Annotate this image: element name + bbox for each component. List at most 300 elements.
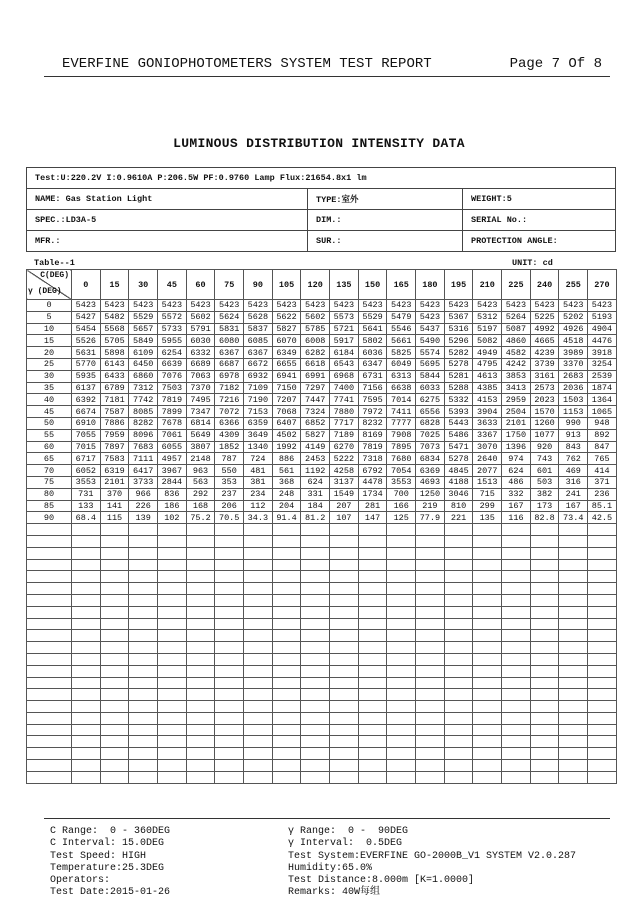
- empty-cell: [559, 606, 588, 618]
- intensity-cell: 6789: [100, 382, 129, 394]
- intensity-cell: 139: [129, 512, 158, 524]
- intensity-cell: 6672: [244, 358, 273, 370]
- empty-cell: [416, 583, 445, 595]
- empty-cell: [301, 760, 330, 772]
- intensity-cell: 7495: [186, 394, 215, 406]
- intensity-cell: 5423: [416, 311, 445, 323]
- c-angle-header: 240: [530, 270, 559, 300]
- gamma-angle-cell: 90: [27, 512, 72, 524]
- empty-cell: [129, 583, 158, 595]
- empty-cell: [301, 712, 330, 724]
- intensity-cell: 207: [330, 500, 359, 512]
- empty-cell: [301, 701, 330, 713]
- intensity-cell: 6109: [129, 347, 158, 359]
- empty-cell: [502, 665, 531, 677]
- empty-cell: [559, 618, 588, 630]
- empty-cell: [158, 606, 187, 618]
- empty-cell: [588, 594, 617, 606]
- empty-cell: [129, 524, 158, 536]
- intensity-cell: 2023: [530, 394, 559, 406]
- intensity-cell: 7190: [244, 394, 273, 406]
- intensity-cell: 6270: [330, 441, 359, 453]
- empty-cell: [502, 583, 531, 595]
- footer-line-text: Test System:EVERFINE GO-2000B_V1 SYSTEM V2.0.287: [288, 850, 577, 862]
- empty-cell: [559, 583, 588, 595]
- intensity-cell: 116: [502, 512, 531, 524]
- empty-cell: [473, 748, 502, 760]
- intensity-cell: 5602: [186, 311, 215, 323]
- intensity-cell: 7312: [129, 382, 158, 394]
- intensity-cell: 5529: [129, 311, 158, 323]
- intensity-cell: 6433: [100, 370, 129, 382]
- empty-cell: [158, 736, 187, 748]
- c-angle-header: 90: [244, 270, 273, 300]
- intensity-cell: 4845: [444, 465, 473, 477]
- intensity-cell: 5733: [158, 323, 187, 335]
- empty-cell: [330, 665, 359, 677]
- intensity-cell: 332: [502, 488, 531, 500]
- intensity-cell: 7182: [215, 382, 244, 394]
- empty-cell: [588, 748, 617, 760]
- empty-cell: [215, 630, 244, 642]
- empty-cell: [72, 677, 101, 689]
- empty-cell: [100, 724, 129, 736]
- intensity-cell: 4582: [502, 347, 531, 359]
- dim-field: DIM.:: [308, 210, 463, 231]
- empty-cell: [416, 760, 445, 772]
- intensity-cell: 1396: [502, 441, 531, 453]
- empty-cell: [272, 760, 301, 772]
- empty-row: [27, 771, 617, 783]
- empty-cell: [330, 760, 359, 772]
- empty-cell: [158, 571, 187, 583]
- intensity-cell: 700: [387, 488, 416, 500]
- intensity-cell: 5282: [444, 347, 473, 359]
- empty-cell: [186, 594, 215, 606]
- empty-row: [27, 559, 617, 571]
- table-row: [27, 394, 617, 406]
- empty-row: [27, 701, 617, 713]
- empty-cell: [559, 724, 588, 736]
- intensity-cell: 281: [358, 500, 387, 512]
- intensity-cell: 7742: [129, 394, 158, 406]
- empty-row: [27, 535, 617, 547]
- table-row: [27, 453, 617, 465]
- empty-cell: [502, 771, 531, 783]
- corner-cell: [27, 270, 72, 300]
- empty-cell: [215, 571, 244, 583]
- intensity-cell: 4309: [215, 429, 244, 441]
- intensity-cell: 234: [244, 488, 273, 500]
- empty-cell: [330, 689, 359, 701]
- empty-cell: [330, 547, 359, 559]
- intensity-cell: 5622: [272, 311, 301, 323]
- empty-cell: [530, 559, 559, 571]
- intensity-cell: 6991: [301, 370, 330, 382]
- intensity-cell: 7068: [272, 406, 301, 418]
- empty-cell: [272, 653, 301, 665]
- intensity-cell: 2573: [530, 382, 559, 394]
- empty-cell: [72, 771, 101, 783]
- empty-cell: [215, 736, 244, 748]
- empty-cell: [387, 571, 416, 583]
- intensity-cell: 167: [502, 500, 531, 512]
- intensity-cell: 486: [502, 476, 531, 488]
- intensity-cell: 5641: [358, 323, 387, 335]
- intensity-cell: 166: [387, 500, 416, 512]
- empty-cell: [502, 547, 531, 559]
- intensity-cell: 4926: [559, 323, 588, 335]
- empty-cell: [27, 689, 72, 701]
- c-angle-header: 135: [330, 270, 359, 300]
- empty-cell: [215, 642, 244, 654]
- c-angle-header: 0: [72, 270, 101, 300]
- c-angle-header: 60: [186, 270, 215, 300]
- empty-cell: [473, 559, 502, 571]
- intensity-cell: 3137: [330, 476, 359, 488]
- empty-cell: [186, 665, 215, 677]
- gamma-angle-cell: 65: [27, 453, 72, 465]
- empty-cell: [502, 689, 531, 701]
- empty-cell: [215, 665, 244, 677]
- empty-cell: [530, 606, 559, 618]
- empty-cell: [358, 760, 387, 772]
- intensity-cell: 5471: [444, 441, 473, 453]
- intensity-cell: 4949: [473, 347, 502, 359]
- empty-cell: [186, 547, 215, 559]
- empty-cell: [27, 524, 72, 536]
- intensity-cell: 743: [530, 453, 559, 465]
- empty-cell: [559, 642, 588, 654]
- report-header: [62, 56, 602, 72]
- empty-cell: [387, 760, 416, 772]
- c-deg-label: C(DEG): [40, 271, 69, 280]
- intensity-cell: 7678: [158, 417, 187, 429]
- intensity-cell: 5705: [100, 335, 129, 347]
- empty-cell: [27, 630, 72, 642]
- intensity-cell: 5316: [444, 323, 473, 335]
- empty-cell: [473, 712, 502, 724]
- empty-cell: [244, 677, 273, 689]
- intensity-cell: 6367: [244, 347, 273, 359]
- empty-cell: [72, 618, 101, 630]
- empty-cell: [387, 618, 416, 630]
- intensity-cell: 7111: [129, 453, 158, 465]
- empty-cell: [473, 524, 502, 536]
- intensity-cell: 133: [72, 500, 101, 512]
- intensity-cell: 7908: [387, 429, 416, 441]
- gamma-angle-cell: 35: [27, 382, 72, 394]
- empty-cell: [129, 653, 158, 665]
- intensity-cell: 6618: [301, 358, 330, 370]
- empty-cell: [330, 771, 359, 783]
- empty-cell: [244, 618, 273, 630]
- empty-cell: [27, 724, 72, 736]
- empty-cell: [100, 748, 129, 760]
- sur-field: SUR.:: [308, 231, 463, 252]
- intensity-cell: 2640: [473, 453, 502, 465]
- intensity-cell: 5935: [72, 370, 101, 382]
- intensity-cell: 6070: [272, 335, 301, 347]
- empty-cell: [72, 642, 101, 654]
- empty-cell: [530, 630, 559, 642]
- empty-cell: [272, 559, 301, 571]
- intensity-cell: 331: [301, 488, 330, 500]
- empty-cell: [588, 559, 617, 571]
- empty-cell: [301, 524, 330, 536]
- intensity-cell: 7411: [387, 406, 416, 418]
- intensity-cell: 3046: [444, 488, 473, 500]
- empty-cell: [473, 642, 502, 654]
- empty-cell: [272, 594, 301, 606]
- empty-cell: [358, 748, 387, 760]
- empty-cell: [186, 524, 215, 536]
- intensity-cell: 168: [186, 500, 215, 512]
- empty-cell: [215, 524, 244, 536]
- c-angle-header: 270: [588, 270, 617, 300]
- intensity-cell: 5423: [444, 300, 473, 312]
- name-field: NAME: Gas Station Light: [27, 189, 308, 210]
- empty-cell: [502, 724, 531, 736]
- empty-cell: [27, 606, 72, 618]
- empty-cell: [559, 547, 588, 559]
- intensity-cell: 7959: [100, 429, 129, 441]
- empty-cell: [330, 736, 359, 748]
- gamma-angle-cell: 45: [27, 406, 72, 418]
- empty-cell: [416, 630, 445, 642]
- gamma-angle-cell: 25: [27, 358, 72, 370]
- empty-cell: [358, 559, 387, 571]
- empty-cell: [301, 606, 330, 618]
- empty-cell: [244, 547, 273, 559]
- intensity-cell: 4613: [473, 370, 502, 382]
- empty-cell: [100, 535, 129, 547]
- intensity-cell: 248: [272, 488, 301, 500]
- intensity-cell: 4188: [444, 476, 473, 488]
- table-row: [27, 441, 617, 453]
- empty-cell: [129, 677, 158, 689]
- intensity-cell: 6543: [330, 358, 359, 370]
- intensity-cell: 221: [444, 512, 473, 524]
- serial-field: SERIAL No.:: [463, 210, 616, 231]
- intensity-cell: 68.4: [72, 512, 101, 524]
- intensity-cell: 6655: [272, 358, 301, 370]
- empty-cell: [358, 642, 387, 654]
- c-angle-header: 105: [272, 270, 301, 300]
- empty-cell: [186, 724, 215, 736]
- intensity-cell: 206: [215, 500, 244, 512]
- empty-cell: [416, 618, 445, 630]
- intensity-cell: 731: [72, 488, 101, 500]
- intensity-cell: 5791: [186, 323, 215, 335]
- intensity-cell: 6367: [215, 347, 244, 359]
- gamma-angle-cell: 60: [27, 441, 72, 453]
- empty-cell: [301, 594, 330, 606]
- empty-cell: [473, 677, 502, 689]
- empty-cell: [588, 724, 617, 736]
- empty-cell: [301, 535, 330, 547]
- intensity-cell: 5649: [186, 429, 215, 441]
- empty-cell: [301, 559, 330, 571]
- intensity-cell: 81.2: [301, 512, 330, 524]
- intensity-cell: 843: [559, 441, 588, 453]
- intensity-cell: 1852: [215, 441, 244, 453]
- empty-cell: [473, 771, 502, 783]
- empty-cell: [502, 594, 531, 606]
- intensity-cell: 715: [473, 488, 502, 500]
- intensity-cell: 5423: [473, 300, 502, 312]
- empty-cell: [244, 583, 273, 595]
- empty-cell: [129, 618, 158, 630]
- intensity-cell: 5837: [244, 323, 273, 335]
- empty-row: [27, 583, 617, 595]
- empty-cell: [100, 712, 129, 724]
- empty-cell: [215, 712, 244, 724]
- empty-cell: [502, 571, 531, 583]
- empty-cell: [72, 535, 101, 547]
- empty-row: [27, 736, 617, 748]
- empty-cell: [358, 665, 387, 677]
- intensity-cell: 1874: [588, 382, 617, 394]
- empty-cell: [559, 760, 588, 772]
- empty-cell: [387, 736, 416, 748]
- empty-cell: [129, 594, 158, 606]
- empty-cell: [186, 712, 215, 724]
- empty-cell: [330, 701, 359, 713]
- empty-cell: [100, 665, 129, 677]
- intensity-cell: 5087: [502, 323, 531, 335]
- intensity-cell: 974: [502, 453, 531, 465]
- intensity-cell: 4502: [272, 429, 301, 441]
- empty-cell: [158, 701, 187, 713]
- intensity-cell: 1192: [301, 465, 330, 477]
- empty-cell: [559, 677, 588, 689]
- empty-cell: [444, 653, 473, 665]
- empty-cell: [330, 677, 359, 689]
- empty-cell: [272, 748, 301, 760]
- empty-cell: [559, 689, 588, 701]
- empty-cell: [358, 547, 387, 559]
- intensity-cell: 7819: [158, 394, 187, 406]
- empty-cell: [186, 618, 215, 630]
- intensity-cell: 2844: [158, 476, 187, 488]
- intensity-cell: 724: [244, 453, 273, 465]
- intensity-cell: 1065: [588, 406, 617, 418]
- intensity-cell: 3989: [559, 347, 588, 359]
- empty-cell: [72, 760, 101, 772]
- empty-cell: [444, 642, 473, 654]
- intensity-cell: 5427: [72, 311, 101, 323]
- info-table: [26, 167, 616, 252]
- intensity-cell: 4258: [330, 465, 359, 477]
- intensity-cell: 5423: [100, 300, 129, 312]
- empty-cell: [502, 559, 531, 571]
- intensity-cell: 561: [272, 465, 301, 477]
- intensity-cell: 4992: [530, 323, 559, 335]
- empty-row: [27, 712, 617, 724]
- empty-cell: [129, 712, 158, 724]
- empty-cell: [530, 583, 559, 595]
- intensity-cell: 7972: [358, 406, 387, 418]
- empty-cell: [129, 547, 158, 559]
- empty-cell: [387, 524, 416, 536]
- empty-cell: [158, 724, 187, 736]
- table-row: [27, 358, 617, 370]
- intensity-cell: 5526: [72, 335, 101, 347]
- empty-cell: [473, 606, 502, 618]
- empty-cell: [473, 724, 502, 736]
- intensity-cell: 6036: [358, 347, 387, 359]
- empty-cell: [444, 618, 473, 630]
- empty-cell: [330, 653, 359, 665]
- intensity-cell: 7899: [158, 406, 187, 418]
- intensity-cell: 3733: [129, 476, 158, 488]
- intensity-cell: 762: [559, 453, 588, 465]
- intensity-cell: 4518: [559, 335, 588, 347]
- intensity-cell: 42.5: [588, 512, 617, 524]
- intensity-cell: 5278: [444, 453, 473, 465]
- empty-cell: [158, 559, 187, 571]
- empty-cell: [272, 665, 301, 677]
- empty-cell: [416, 653, 445, 665]
- intensity-cell: 469: [559, 465, 588, 477]
- empty-cell: [72, 712, 101, 724]
- intensity-cell: 836: [158, 488, 187, 500]
- intensity-cell: 913: [559, 429, 588, 441]
- intensity-cell: 7324: [301, 406, 330, 418]
- intensity-cell: 8085: [129, 406, 158, 418]
- c-angle-header: 225: [502, 270, 531, 300]
- intensity-cell: 3070: [473, 441, 502, 453]
- c-angle-header: 120: [301, 270, 330, 300]
- intensity-cell: 5454: [72, 323, 101, 335]
- intensity-cell: 5423: [502, 300, 531, 312]
- empty-cell: [416, 748, 445, 760]
- empty-cell: [244, 606, 273, 618]
- empty-cell: [473, 583, 502, 595]
- empty-cell: [559, 559, 588, 571]
- intensity-cell: 292: [186, 488, 215, 500]
- intensity-cell: 5202: [559, 311, 588, 323]
- intensity-cell: 5602: [301, 311, 330, 323]
- intensity-cell: 6687: [215, 358, 244, 370]
- empty-cell: [387, 701, 416, 713]
- intensity-cell: 1077: [530, 429, 559, 441]
- empty-cell: [358, 630, 387, 642]
- empty-cell: [358, 677, 387, 689]
- intensity-cell: 7680: [387, 453, 416, 465]
- intensity-cell: 75.2: [186, 512, 215, 524]
- empty-cell: [559, 748, 588, 760]
- intensity-cell: 236: [588, 488, 617, 500]
- empty-cell: [330, 724, 359, 736]
- intensity-cell: 6332: [186, 347, 215, 359]
- protection-field: PROTECTION ANGLE:: [463, 231, 616, 252]
- empty-row: [27, 642, 617, 654]
- intensity-cell: 5222: [330, 453, 359, 465]
- intensity-cell: 204: [272, 500, 301, 512]
- empty-cell: [186, 771, 215, 783]
- empty-cell: [444, 677, 473, 689]
- empty-cell: [530, 736, 559, 748]
- intensity-cell: 6978: [215, 370, 244, 382]
- empty-cell: [473, 535, 502, 547]
- empty-cell: [559, 653, 588, 665]
- intensity-cell: 370: [100, 488, 129, 500]
- empty-cell: [502, 712, 531, 724]
- intensity-cell: 7189: [330, 429, 359, 441]
- empty-cell: [444, 712, 473, 724]
